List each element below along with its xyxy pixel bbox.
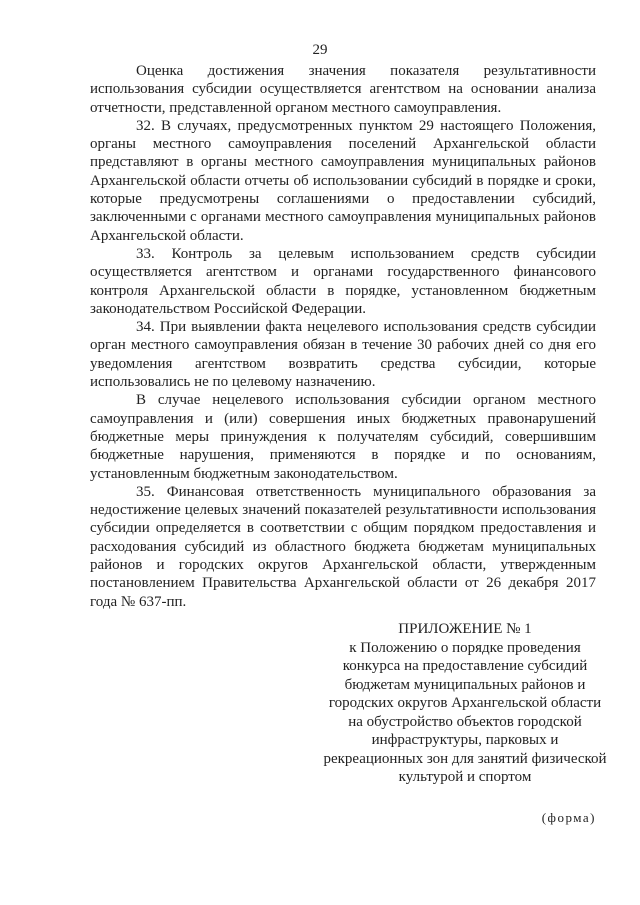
paragraph-32: 32. В случаях, предусмотренных пунктом 29 настоящего Положения, органы местного самоуправления поселений Архангельской области представляют в органы местного самоуправления муниципальных районов Архангельской области отчеты об использовании субсидий в порядке и сроки, которые предусмотрены соглашениями о предоставлении субсидий, заключенными с органами местного самоуправления муниципальных районов Архангельской области.: [90, 117, 596, 244]
appendix-title: ПРИЛОЖЕНИЕ № 1: [398, 621, 532, 637]
paragraph-33: 33. Контроль за целевым использованием средств субсидии осуществляется агентством и органами государственного финансового контроля Архангельской области в порядке, установленном бюджетным законодательством Российской Федерации.: [90, 245, 596, 317]
form-label: (форма): [541, 810, 596, 825]
paragraph-34: 34. При выявлении факта нецелевого использования средств субсидии орган местного самоуправления обязан в течение 30 рабочих дней со дня его уведомления агентством возвратить средства субсидии, которые использовались не по целевому назначению.: [90, 319, 596, 391]
appendix-heading: [320, 620, 610, 787]
document-body: [90, 62, 596, 611]
page-number: 29: [312, 42, 328, 58]
paragraph-35: 35. Финансовая ответственность муниципального образования за недостижение целевых значений показателей результативности использования субсидии определяется в соответствии с общим порядком предоставления и расходования субсидий из областного бюджета бюджетам муниципальных районов и городских округов Архангельской области, утвержденным постановлением Правительства Архангельской области от 26 декабря 2017 года № 637-пп.: [90, 483, 596, 610]
paragraph-misuse: В случае нецелевого использования субсидии органом местного самоуправления и (или) совершения иных бюджетных правонарушений бюджетные меры принуждения к получателям субсидий, совершившим бюджетные нарушения, применяются в порядке и по основаниям, установленным бюджетным законодательством.: [90, 392, 596, 482]
appendix-subtitle: к Положению о порядке проведения конкурса на предоставление субсидий бюджетам муниципальных районов и городских округов Архангельской области на обустройство объектов городской инфраструктуры, парковых и рекреационных зон для занятий физической культурой и спортом: [323, 639, 607, 785]
paragraph-evaluation: Оценка достижения значения показателя результативности использования субсидии осуществляется агентством на основании анализа отчетности, представленной органом местного самоуправления.: [90, 63, 596, 116]
